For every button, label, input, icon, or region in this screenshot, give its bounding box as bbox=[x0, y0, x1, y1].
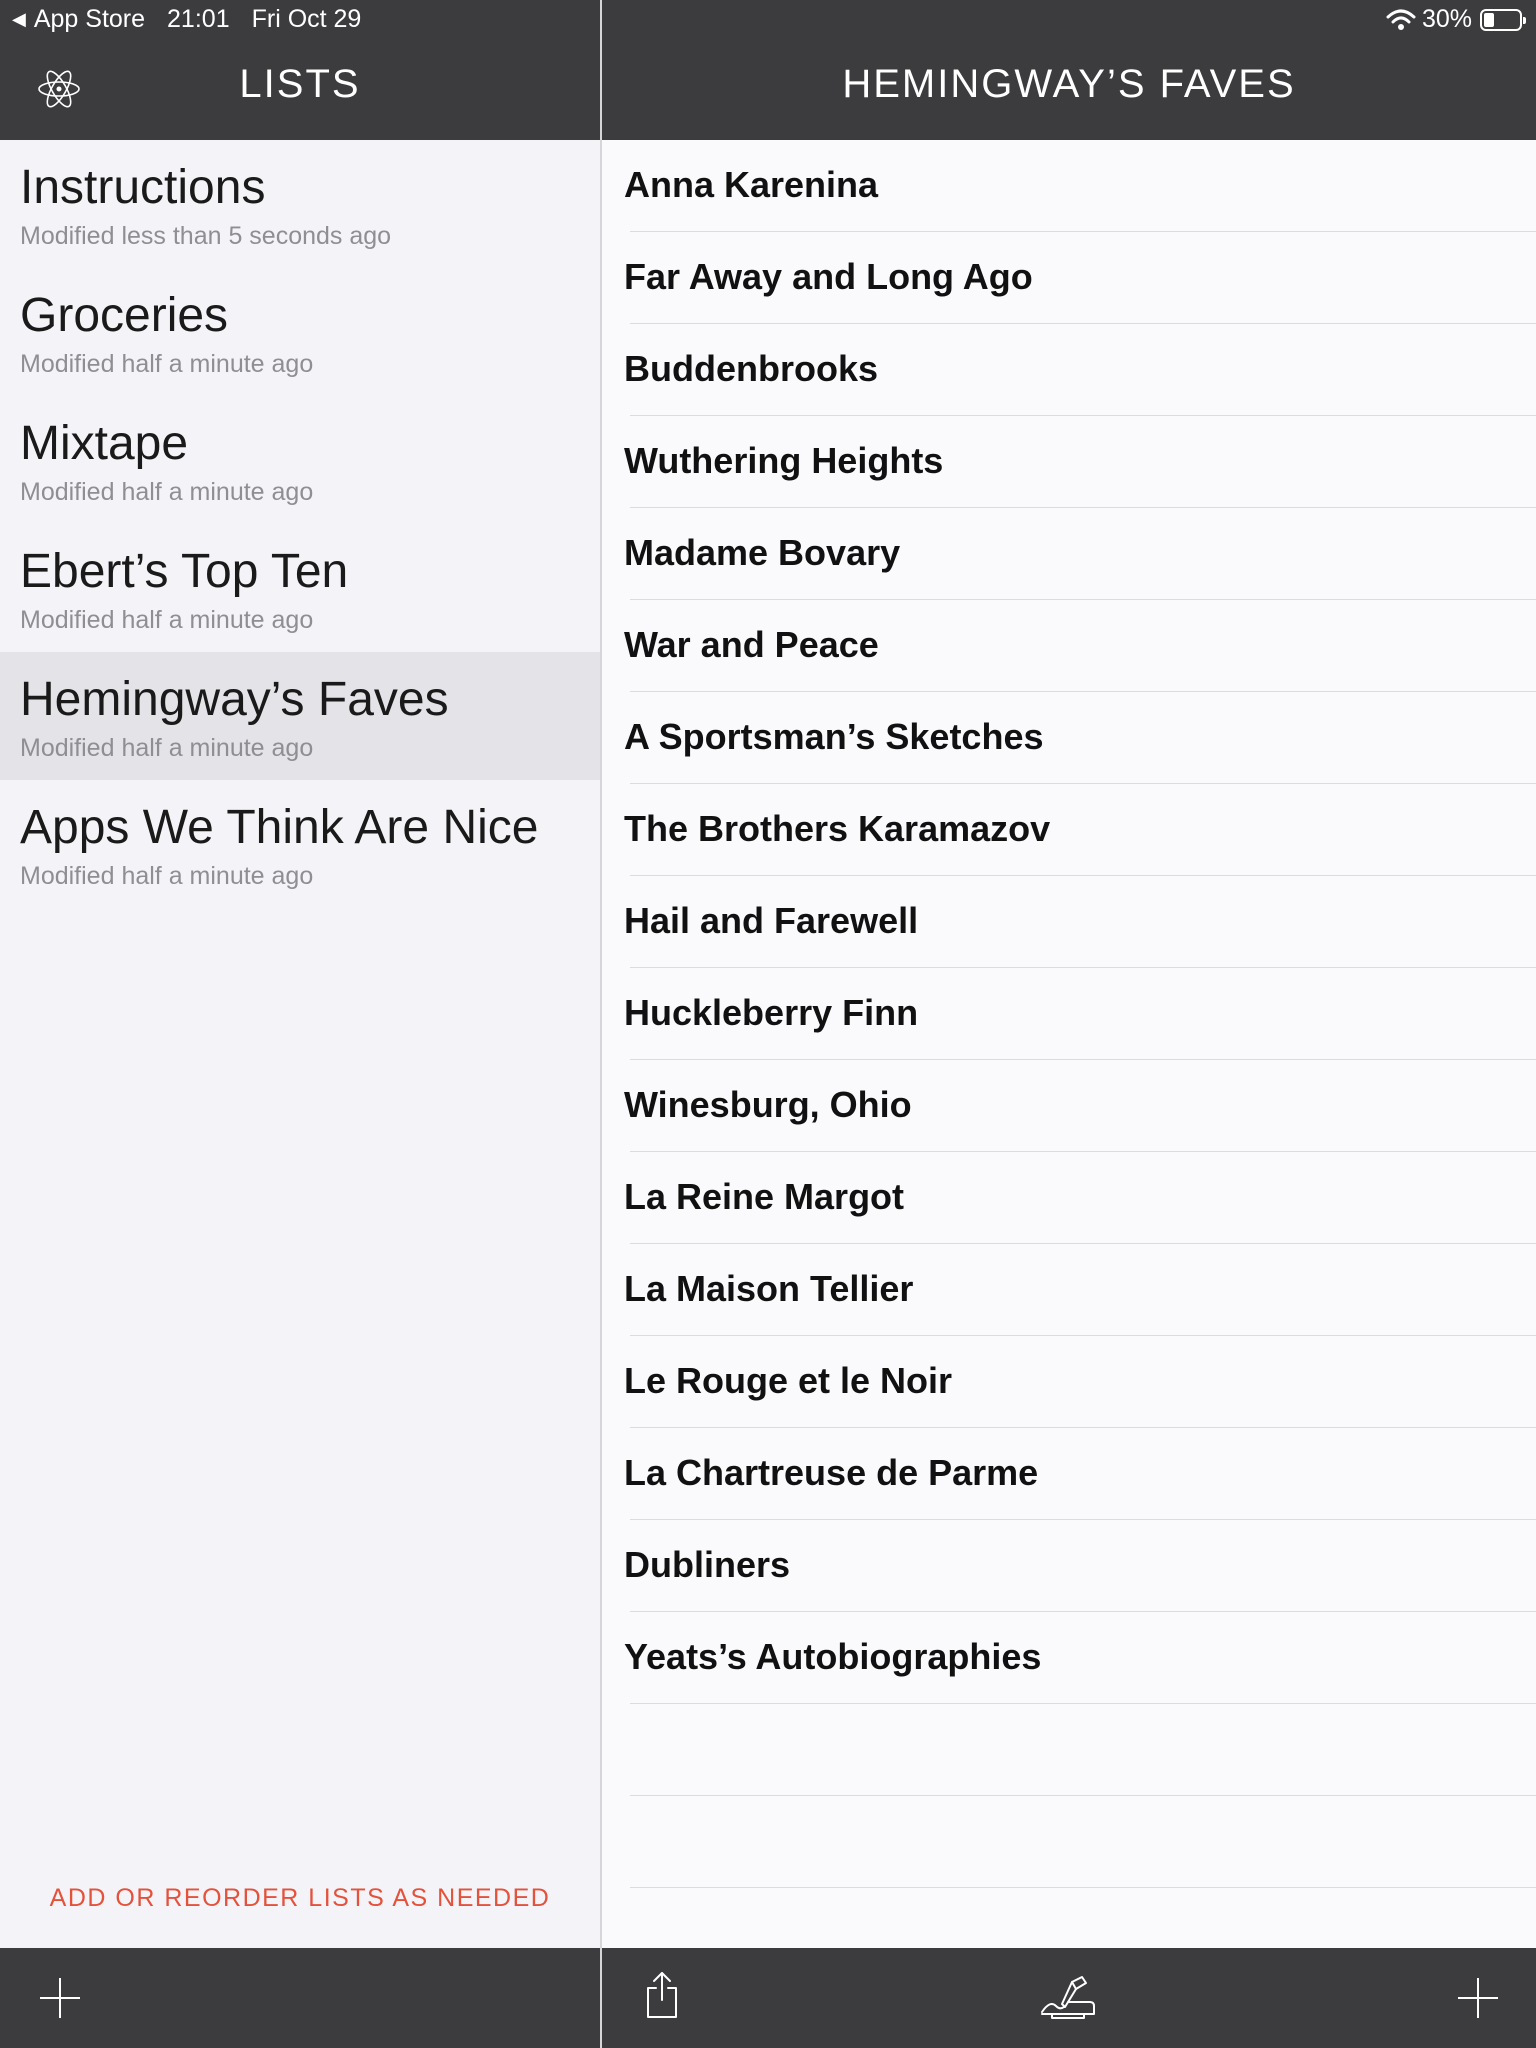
book-row[interactable] bbox=[602, 1244, 1536, 1336]
back-arrow-icon[interactable]: ◀ bbox=[12, 9, 26, 29]
add-reorder-hint: ADD OR REORDER LISTS AS NEEDED bbox=[49, 1884, 551, 1912]
list-item[interactable] bbox=[0, 524, 600, 652]
empty-row[interactable] bbox=[602, 1704, 1536, 1796]
book-row[interactable] bbox=[602, 692, 1536, 784]
list-item-modified: Modified half a minute ago bbox=[20, 862, 314, 890]
list-item-name: Hemingway’s Faves bbox=[20, 673, 449, 726]
book-title: La Reine Margot bbox=[624, 1176, 905, 1217]
book-title: A Sportsman’s Sketches bbox=[624, 716, 1044, 757]
book-row[interactable] bbox=[602, 1152, 1536, 1244]
status-bar bbox=[0, 0, 1536, 40]
status-bar-right bbox=[1386, 5, 1522, 34]
book-row[interactable] bbox=[602, 876, 1536, 968]
book-list bbox=[602, 140, 1536, 1888]
list-item-name: Instructions bbox=[20, 161, 266, 214]
book-row[interactable] bbox=[602, 1520, 1536, 1612]
book-row[interactable] bbox=[602, 1428, 1536, 1520]
book-title: Huckleberry Finn bbox=[624, 992, 919, 1033]
signature-icon[interactable] bbox=[1038, 1974, 1098, 2020]
add-list-plus-icon[interactable] bbox=[40, 1978, 80, 2018]
list-item[interactable] bbox=[0, 396, 600, 524]
status-bar-left[interactable] bbox=[12, 5, 383, 34]
book-title: War and Peace bbox=[624, 624, 879, 665]
add-item-plus-icon[interactable] bbox=[1458, 1978, 1498, 2018]
book-title: The Brothers Karamazov bbox=[624, 808, 1051, 849]
book-row[interactable] bbox=[602, 324, 1536, 416]
detail-title: HEMINGWAY’S FAVES bbox=[842, 62, 1296, 106]
book-title: Le Rouge et le Noir bbox=[624, 1360, 953, 1401]
list-item[interactable] bbox=[0, 780, 600, 908]
list-item-modified: Modified half a minute ago bbox=[20, 734, 314, 762]
lists bbox=[0, 140, 600, 908]
list-item[interactable] bbox=[0, 140, 600, 268]
book-title: Wuthering Heights bbox=[624, 440, 944, 481]
book-row[interactable] bbox=[602, 1060, 1536, 1152]
book-title: La Maison Tellier bbox=[624, 1268, 914, 1309]
battery-icon bbox=[1480, 9, 1522, 31]
status-date: Fri Oct 29 bbox=[251, 5, 362, 33]
book-title: La Chartreuse de Parme bbox=[624, 1452, 1039, 1493]
list-item-modified: Modified half a minute ago bbox=[20, 606, 314, 634]
list-item-modified: Modified half a minute ago bbox=[20, 350, 314, 378]
list-detail bbox=[602, 0, 1536, 2048]
battery-fill bbox=[1484, 13, 1494, 27]
book-row[interactable] bbox=[602, 600, 1536, 692]
detail-toolbar bbox=[602, 1948, 1536, 2048]
book-title: Madame Bovary bbox=[624, 532, 901, 573]
book-row[interactable] bbox=[602, 140, 1536, 232]
book-row[interactable] bbox=[602, 1336, 1536, 1428]
lists-title: LISTS bbox=[239, 62, 361, 106]
battery-percent: 30% bbox=[1421, 5, 1472, 33]
list-item-name: Apps We Think Are Nice bbox=[20, 801, 539, 854]
back-to-app-store[interactable]: App Store bbox=[33, 5, 146, 33]
book-title: Winesburg, Ohio bbox=[624, 1084, 912, 1125]
share-icon[interactable] bbox=[642, 1970, 682, 2020]
list-item-modified: Modified half a minute ago bbox=[20, 478, 314, 506]
wifi-icon bbox=[1386, 8, 1416, 32]
book-title: Far Away and Long Ago bbox=[624, 256, 1033, 297]
book-row[interactable] bbox=[602, 968, 1536, 1060]
book-title: Hail and Farewell bbox=[624, 900, 919, 941]
book-row[interactable] bbox=[602, 416, 1536, 508]
list-item[interactable] bbox=[0, 268, 600, 396]
lists-toolbar bbox=[0, 1948, 600, 2048]
list-item-name: Groceries bbox=[20, 289, 229, 342]
book-title: Anna Karenina bbox=[624, 164, 879, 205]
book-row[interactable] bbox=[602, 784, 1536, 876]
book-row[interactable] bbox=[602, 508, 1536, 600]
book-title: Yeats’s Autobiographies bbox=[624, 1636, 1042, 1677]
book-row[interactable] bbox=[602, 232, 1536, 324]
empty-row[interactable] bbox=[602, 1796, 1536, 1888]
book-row[interactable] bbox=[602, 1612, 1536, 1704]
status-time: 21:01 bbox=[167, 5, 230, 33]
list-item-name: Ebert’s Top Ten bbox=[20, 545, 349, 598]
list-item[interactable] bbox=[0, 652, 600, 780]
pane-divider bbox=[600, 0, 602, 2048]
list-item-modified: Modified less than 5 seconds ago bbox=[20, 222, 392, 250]
book-title: Buddenbrooks bbox=[624, 348, 879, 389]
list-item-name: Mixtape bbox=[20, 417, 189, 470]
book-title: Dubliners bbox=[624, 1544, 791, 1585]
lists-sidebar bbox=[0, 0, 600, 2048]
